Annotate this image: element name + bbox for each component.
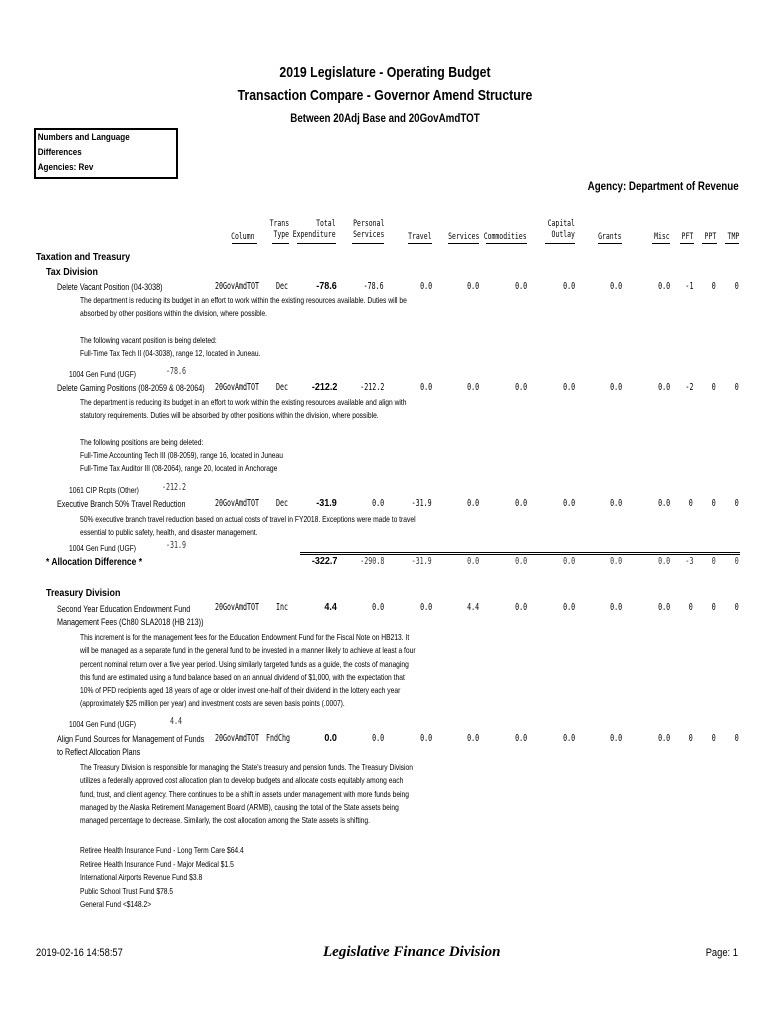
header-underline — [725, 243, 739, 244]
value-commodities: 0.0 — [514, 602, 527, 613]
value-personal-services: -212.2 — [359, 382, 384, 393]
col-header-grants: Grants — [598, 232, 622, 242]
row-type: Dec — [276, 498, 289, 509]
value-pft: -3 — [684, 556, 693, 567]
section-heading: Taxation and Treasury — [36, 251, 131, 263]
value-services: 0.0 — [466, 498, 479, 509]
value-grants: 0.0 — [609, 556, 622, 567]
value-personal-services: 0.0 — [371, 602, 384, 613]
transaction-description: The department is reducing its budget in an effort to work within the existing resources available. Duties will be absorbed by other positions within the division, where possible. The following vacant position is being deleted: Full-Time Tax Tech II (04-3038), range 12, located in Juneau. — [80, 295, 407, 358]
value-misc: 0.0 — [657, 498, 670, 509]
fund-amount: -78.6 — [166, 366, 187, 377]
report-range: Between 20Adj Base and 20GovAmdTOT — [290, 113, 480, 125]
transaction-title: Second Year Education Endowment Fund Management Fees (Ch80 SLA2018 (HB 213)) — [57, 604, 204, 627]
report-title: 2019 Legislature - Operating Budget — [279, 64, 491, 81]
value-commodities: 0.0 — [514, 556, 527, 567]
value-total-expenditure: -212.2 — [311, 382, 337, 393]
col-header-capital: Capital Outlay — [547, 219, 575, 240]
transaction-title: Align Fund Sources for Management of Funds to Reflect Allocation Plans — [57, 734, 205, 757]
value-personal-services: -290.8 — [359, 556, 384, 567]
value-tmp: 0 — [734, 733, 739, 744]
value-travel: 0.0 — [419, 733, 432, 744]
value-pft: 0 — [688, 602, 693, 613]
col-header-commodities: Commodities — [484, 232, 527, 242]
value-ppt: 0 — [711, 382, 716, 393]
row-column: 20GovAmdTOT — [215, 602, 260, 613]
header-underline — [486, 243, 527, 244]
row-type: Dec — [276, 281, 289, 292]
header-underline — [232, 243, 257, 244]
row-column: 20GovAmdTOT — [215, 733, 260, 744]
header-underline — [598, 243, 622, 244]
subtotal-line — [300, 554, 740, 555]
col-header-misc: Misc — [654, 232, 670, 242]
col-header-services: Services — [447, 232, 479, 242]
value-personal-services: -78.6 — [363, 281, 384, 292]
value-tmp: 0 — [734, 602, 739, 613]
row-column: 20GovAmdTOT — [215, 281, 260, 292]
transaction-description: 50% executive branch travel reduction based on actual costs of travel in FY2018. Exceptions were made to travel essential to public safety, health, and disaster management. — [80, 514, 416, 538]
value-travel: 0.0 — [419, 281, 432, 292]
col-header-tmp: TMP — [727, 232, 739, 242]
value-capital-outlay: 0.0 — [562, 382, 575, 393]
col-header-personal: Personal Services — [352, 219, 384, 240]
value-total-expenditure: 0.0 — [324, 733, 337, 744]
col-header-ppt: PPT — [704, 232, 716, 242]
value-travel: -31.9 — [411, 556, 432, 567]
fund-amount: -31.9 — [166, 540, 187, 551]
value-tmp: 0 — [734, 281, 739, 292]
value-pft: -2 — [684, 382, 693, 393]
value-ppt: 0 — [711, 281, 716, 292]
row-type: Inc — [276, 602, 289, 613]
value-capital-outlay: 0.0 — [562, 556, 575, 567]
subsection-heading: Tax Division — [46, 266, 98, 278]
header-underline — [680, 243, 694, 244]
col-header-trans-type: Trans Type — [269, 219, 289, 240]
value-tmp: 0 — [734, 556, 739, 567]
col-header-column: Column — [231, 232, 255, 242]
value-personal-services: 0.0 — [371, 733, 384, 744]
filter-line: Numbers and Language — [37, 132, 130, 143]
value-travel: -31.9 — [411, 498, 432, 509]
row-type: Dec — [276, 382, 289, 393]
value-pft: 0 — [688, 498, 693, 509]
row-column: 20GovAmdTOT — [215, 382, 260, 393]
footer-division: Legislative Finance Division — [323, 944, 501, 960]
header-underline — [545, 243, 575, 244]
filter-line: Agencies: Rev — [37, 162, 94, 173]
value-capital-outlay: 0.0 — [562, 602, 575, 613]
value-travel: 0.0 — [419, 382, 432, 393]
value-total-expenditure: 4.4 — [324, 602, 337, 613]
fund-source: 1004 Gen Fund (UGF) — [69, 369, 137, 379]
value-grants: 0.0 — [609, 498, 622, 509]
fund-source: 1004 Gen Fund (UGF) — [69, 543, 137, 553]
value-commodities: 0.0 — [514, 498, 527, 509]
value-grants: 0.0 — [609, 382, 622, 393]
value-ppt: 0 — [711, 602, 716, 613]
col-header-travel: Travel — [408, 232, 432, 242]
transaction-description: The department is reducing its budget in an effort to work within the existing resources available and align with statutory requirements. Duties will be absorbed by other positions within the division, where possible. The following positions are being deleted: Full-Time Accounting Tech III (08-2059), range 16, located in Juneau Full-Time Tax Auditor III (08-2064), range 20, located in Anchorage — [80, 397, 407, 474]
value-commodities: 0.0 — [514, 281, 527, 292]
report-subtitle: Transaction Compare - Governor Amend Structure — [237, 87, 533, 104]
value-total-expenditure: -78.6 — [316, 281, 337, 292]
transaction-description: This increment is for the management fees for the Education Endowment Fund for the Fiscal Note on HB213. It will be managed as a separate fund in the general fund to be invested in a manner likely to achieve at least a four percent nominal return over a five year period. Using similarly targeted funds as a guide, the costs of managing this fund are estimated using a fund balance based on an annual dividend of $1,000, with the expectation that 10% of PFD recipients aged 18 years of age or older invest one-half of their dividend in the lottery each year (approximately $25 million per year) and investment costs are seven basis points (.0007). — [80, 632, 416, 709]
value-ppt: 0 — [711, 498, 716, 509]
col-header-pft: PFT — [681, 232, 693, 242]
footer-timestamp: 2019-02-16 14:58:57 — [36, 947, 123, 959]
value-total-expenditure: -31.9 — [316, 498, 337, 509]
value-capital-outlay: 0.0 — [562, 733, 575, 744]
value-grants: 0.0 — [609, 733, 622, 744]
filter-box — [34, 128, 178, 179]
fund-source: 1061 CIP Rcpts (Other) — [69, 485, 139, 495]
value-services: 0.0 — [466, 733, 479, 744]
value-tmp: 0 — [734, 498, 739, 509]
subsection-heading: Treasury Division — [46, 587, 121, 599]
value-misc: 0.0 — [657, 281, 670, 292]
row-type: FndChg — [266, 733, 291, 744]
value-services: 0.0 — [466, 556, 479, 567]
value-ppt: 0 — [711, 556, 716, 567]
fund-source: 1004 Gen Fund (UGF) — [69, 719, 137, 729]
value-capital-outlay: 0.0 — [562, 281, 575, 292]
col-header-total: Total Expenditure — [293, 219, 336, 240]
value-services: 0.0 — [466, 281, 479, 292]
header-underline — [297, 243, 336, 244]
value-misc: 0.0 — [657, 556, 670, 567]
header-underline — [272, 243, 289, 244]
value-pft: 0 — [688, 733, 693, 744]
value-tmp: 0 — [734, 382, 739, 393]
value-pft: -1 — [684, 281, 693, 292]
transaction-description: The Treasury Division is responsible for managing the State's treasury and pension funds. The Treasury Division utilizes a federally approved cost allocation plan to develop budgets and allocate costs equitably among each fund, trust, and client agency. There continues to be a shift in assets under management with more funds being managed by the Alaska Retirement Management Board (ARMB), causing the total of the State assets being managed percentage to decrease. Similarly, the cost allocation among the State assets is shifting. Retiree Health Insurance Fund - Long Term Care $64.4 Retiree Health Insurance Fund - Major Medical $1.5 International Airports Revenue Fund $3.8 Public School Trust Fund $78.5 General Fund <$148.2> — [80, 762, 413, 910]
value-misc: 0.0 — [657, 733, 670, 744]
header-underline — [448, 243, 479, 244]
fund-amount: 4.4 — [170, 716, 183, 727]
value-services: 0.0 — [466, 382, 479, 393]
value-grants: 0.0 — [609, 602, 622, 613]
transaction-title: Executive Branch 50% Travel Reduction — [57, 499, 186, 509]
value-travel: 0.0 — [419, 602, 432, 613]
value-capital-outlay: 0.0 — [562, 498, 575, 509]
subtotal-line — [300, 552, 740, 553]
header-underline — [352, 243, 384, 244]
agency-label: Agency: Department of Revenue — [587, 181, 739, 193]
filter-line: Differences — [37, 147, 82, 158]
header-underline — [408, 243, 432, 244]
value-grants: 0.0 — [609, 281, 622, 292]
transaction-title: Delete Vacant Position (04-3038) — [57, 282, 163, 292]
transaction-title: Delete Gaming Positions (08-2059 & 08-2064) — [57, 383, 205, 393]
value-personal-services: 0.0 — [371, 498, 384, 509]
allocation-difference-label: * Allocation Difference * — [46, 557, 143, 568]
value-ppt: 0 — [711, 733, 716, 744]
header-underline — [702, 243, 717, 244]
value-commodities: 0.0 — [514, 382, 527, 393]
row-column: 20GovAmdTOT — [215, 498, 260, 509]
value-commodities: 0.0 — [514, 733, 527, 744]
footer-page-number: Page: 1 — [705, 947, 738, 959]
value-misc: 0.0 — [657, 602, 670, 613]
value-total-expenditure: -322.7 — [311, 556, 337, 567]
value-misc: 0.0 — [657, 382, 670, 393]
fund-amount: -212.2 — [162, 482, 187, 493]
value-services: 4.4 — [466, 602, 479, 613]
header-underline — [652, 243, 670, 244]
